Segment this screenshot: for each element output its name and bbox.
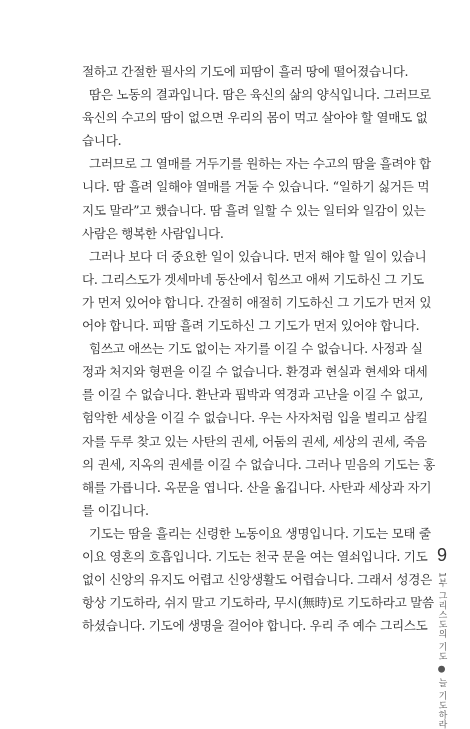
text-line: 다. 그리스도가 겟세마네 동산에서 힘쓰고 애써 기도하신 그 기도 <box>82 271 424 287</box>
text-line: 항상 기도하라, 쉬지 말고 기도하라, 무시(無時)로 기도하라고 말씀 <box>82 595 434 611</box>
text-line: 하셨습니다. 기도에 생명을 걸어야 합니다. 우리 주 예수 그리스도 <box>82 618 428 634</box>
text-line: 사람은 행복한 사람입니다. <box>82 225 224 241</box>
text-line: 힘쓰고 애쓰는 기도 없이는 자기를 이길 수 없습니다. 사정과 실 <box>89 341 423 357</box>
text-line: 가 먼저 있어야 합니다. 간절히 애절히 기도하신 그 기도가 먼저 있 <box>82 294 432 310</box>
text-line: 없이 신앙의 유지도 어렵고 신앙생활도 어렵습니다. 그래서 성경은 <box>82 572 432 588</box>
text-line: 어야 합니다. 피땀 흘려 기도하신 그 기도가 먼저 있어야 합니다. <box>82 318 420 334</box>
text-line: 그러나 보다 더 중요한 일이 있습니다. 먼저 해야 할 일이 있습니 <box>89 248 427 264</box>
text-line: 니다. 땀 흘려 일해야 열매를 거둘 수 있습니다. “일하기 싫거든 먹 <box>82 179 430 195</box>
text-line: 땀은 노동의 결과입니다. 땀은 육신의 삶의 양식입니다. 그러므로 <box>89 87 431 103</box>
text-line: 이요 영혼의 호흡입니다. 기도는 천국 문을 여는 열쇠입니다. 기도 <box>82 548 428 564</box>
text-line: 그러므로 그 열매를 거두기를 원하는 자는 수고의 땀을 흘려야 합 <box>89 156 431 172</box>
text-line: 지도 말라”고 했습니다. 땀 흘려 일할 수 있는 일터와 일감이 있는 <box>82 202 426 218</box>
body-text <box>82 60 435 637</box>
text-line: 해를 가릅니다. 옥문을 엽니다. 산을 옮깁니다. 사탄과 세상과 자기 <box>82 479 432 495</box>
text-line: 자를 두루 찾고 있는 사탄의 권세, 어둠의 권세, 세상의 권세, 죽음 <box>82 433 427 449</box>
text-line: 험악한 세상을 이길 수 없습니다. 우는 사자처럼 입을 벌리고 삼킬 <box>82 410 428 426</box>
text-line: 의 권세, 지옥의 권세를 이길 수 없습니다. 그러나 믿음의 기도는 홍 <box>82 456 435 472</box>
text-line: 정과 처지와 형편을 이길 수 없습니다. 환경과 현실과 현세와 대세 <box>82 364 428 380</box>
text-line: 습니다. <box>82 133 122 149</box>
text-line: 절하고 간절한 필사의 기도에 피땀이 흘러 땅에 떨어졌습니다. <box>82 64 409 79</box>
running-head: 1부 그리스도의 기도 ● 늘 기도하라 <box>436 572 447 729</box>
text-line: 를 이길 수 없습니다. 환난과 핍박과 역경과 고난을 이길 수 없고, <box>82 387 424 403</box>
text-line: 육신의 수고의 땀이 없으면 우리의 몸이 먹고 살아야 할 열매도 없 <box>82 110 428 126</box>
page-margin-info <box>430 545 454 729</box>
page-number: 9 <box>436 545 447 565</box>
text-line: 를 이깁니다. <box>82 502 149 518</box>
text-line: 기도는 땀을 흘리는 신령한 노동이요 생명입니다. 기도는 모태 줄 <box>89 525 431 541</box>
